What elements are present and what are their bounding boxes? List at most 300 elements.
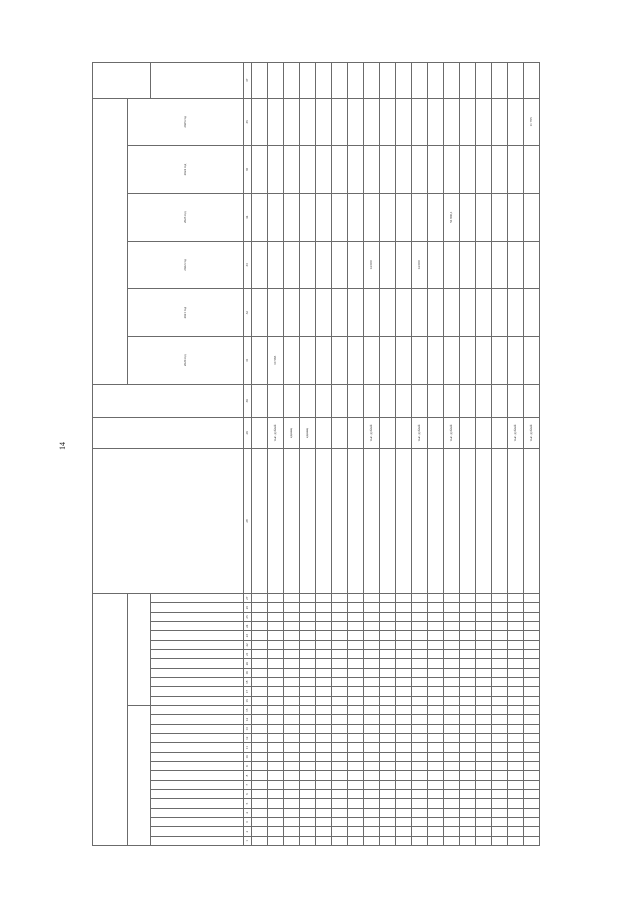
header-code-col: [151, 631, 244, 640]
code-cell: [316, 687, 332, 696]
code-cell: [412, 706, 428, 715]
code-cell: [316, 650, 332, 659]
year-value-cell: [396, 336, 412, 384]
code-cell: [524, 622, 540, 631]
year-value-cell: [252, 193, 268, 241]
code-cell: [332, 678, 348, 687]
code-cell: [316, 827, 332, 836]
code-cell: [460, 668, 476, 677]
code-cell: [380, 752, 396, 761]
header-code-col: [151, 668, 244, 677]
indicator-name-cell: [380, 448, 396, 593]
year-value-cell: [348, 146, 364, 194]
code-cell: [364, 762, 380, 771]
column-index: 30: [244, 384, 252, 417]
code-cell: [380, 780, 396, 789]
code-cell: [252, 808, 268, 817]
code-cell: [396, 808, 412, 817]
column-index: 24: [244, 622, 252, 631]
column-index: 28: [244, 448, 252, 593]
year-value-cell: [348, 98, 364, 146]
code-cell: [524, 631, 540, 640]
code-cell: [268, 696, 284, 705]
code-cell: [444, 706, 460, 715]
code-cell: [524, 743, 540, 752]
year-value-cell: [268, 193, 284, 241]
code-cell: [476, 631, 492, 640]
code-cell: [524, 696, 540, 705]
header-code-col: [151, 603, 244, 612]
code-cell: [412, 659, 428, 668]
code-cell: [460, 790, 476, 799]
code-cell: [396, 678, 412, 687]
code-cell: [316, 818, 332, 827]
code-cell: [300, 771, 316, 780]
code-cell: [300, 706, 316, 715]
year-value-cell: [524, 241, 540, 289]
code-cell: [444, 631, 460, 640]
code-cell: [364, 612, 380, 621]
code-cell: [460, 640, 476, 649]
code-cell: [268, 650, 284, 659]
code-cell: [380, 808, 396, 817]
code-cell: [316, 771, 332, 780]
code-cell: [316, 594, 332, 603]
code-cell: [364, 836, 380, 845]
code-cell: [316, 622, 332, 631]
code-cell: [284, 631, 300, 640]
year-value-cell: [364, 146, 380, 194]
code-cell: [300, 659, 316, 668]
code-cell: [524, 715, 540, 724]
year-value-cell: [284, 336, 300, 384]
header-year: 2022 год: [128, 241, 244, 289]
column-index: 15: [244, 706, 252, 715]
code-cell: [252, 724, 268, 733]
code-cell: [428, 790, 444, 799]
code-cell: [444, 678, 460, 687]
column-index: 37: [244, 63, 252, 99]
code-cell: [428, 808, 444, 817]
code-cell: [396, 827, 412, 836]
code-cell: [300, 836, 316, 845]
year-value-cell: [332, 336, 348, 384]
code-cell: [444, 687, 460, 696]
column-index: 9: [244, 762, 252, 771]
code-cell: [444, 808, 460, 817]
column-index: 31: [244, 336, 252, 384]
year-value-cell: [476, 289, 492, 337]
code-cell: [332, 743, 348, 752]
column-index: 22: [244, 640, 252, 649]
code-cell: [460, 799, 476, 808]
code-cell: [476, 827, 492, 836]
year-value-cell: [252, 241, 268, 289]
code-cell: [348, 799, 364, 808]
base-value-cell: [332, 384, 348, 417]
code-cell: [444, 640, 460, 649]
code-cell: [300, 743, 316, 752]
code-cell: [380, 706, 396, 715]
code-cell: [508, 696, 524, 705]
code-cell: [508, 668, 524, 677]
base-value-cell: [508, 384, 524, 417]
code-cell: [268, 594, 284, 603]
code-cell: [348, 687, 364, 696]
indicator-name-cell: [460, 448, 476, 593]
year-value-cell: [476, 336, 492, 384]
page-number: 14: [58, 442, 67, 450]
indicator-name-cell: [524, 448, 540, 593]
code-cell: [508, 650, 524, 659]
table-row: [252, 63, 268, 846]
code-cell: [460, 715, 476, 724]
code-cell: [508, 799, 524, 808]
table-row: [284, 63, 300, 846]
year-value-cell: [396, 98, 412, 146]
code-cell: [396, 594, 412, 603]
base-value-cell: [284, 384, 300, 417]
code-cell: [476, 818, 492, 827]
code-cell: [268, 631, 284, 640]
code-cell: [380, 696, 396, 705]
code-cell: [428, 650, 444, 659]
last-value-cell: [252, 63, 268, 99]
code-cell: [364, 724, 380, 733]
code-cell: [348, 762, 364, 771]
header-code-col: [151, 808, 244, 817]
code-cell: [364, 622, 380, 631]
code-cell: [492, 724, 508, 733]
year-value-cell: [396, 289, 412, 337]
code-cell: [492, 743, 508, 752]
code-cell: [316, 612, 332, 621]
code-cell: [348, 790, 364, 799]
column-index: 29: [244, 417, 252, 448]
code-cell: [316, 836, 332, 845]
code-cell: [396, 668, 412, 677]
code-cell: [444, 799, 460, 808]
year-value-cell: [364, 336, 380, 384]
code-cell: [284, 612, 300, 621]
code-cell: [476, 724, 492, 733]
code-cell: [252, 799, 268, 808]
code-cell: [476, 612, 492, 621]
code-cell: [348, 603, 364, 612]
code-cell: [428, 640, 444, 649]
code-cell: [444, 752, 460, 761]
code-cell: [524, 687, 540, 696]
header-code-col: [151, 799, 244, 808]
code-cell: [300, 827, 316, 836]
code-cell: [524, 734, 540, 743]
code-cell: [332, 696, 348, 705]
year-value-cell: [252, 146, 268, 194]
code-cell: [428, 827, 444, 836]
code-cell: [332, 622, 348, 631]
indicator-name-cell: [476, 448, 492, 593]
code-cell: [348, 724, 364, 733]
code-cell: [476, 743, 492, 752]
code-cell: [348, 808, 364, 817]
code-cell: [380, 790, 396, 799]
code-cell: [332, 612, 348, 621]
code-cell: [460, 678, 476, 687]
year-value-cell: [492, 241, 508, 289]
code-cell: [332, 650, 348, 659]
code-cell: [476, 668, 492, 677]
year-value-cell: [268, 146, 284, 194]
code-cell: [508, 836, 524, 845]
code-cell: [460, 780, 476, 789]
code-cell: [460, 752, 476, 761]
code-cell: [380, 827, 396, 836]
column-index: 20: [244, 659, 252, 668]
code-cell: [444, 650, 460, 659]
code-cell: [380, 762, 396, 771]
year-value-cell: [492, 98, 508, 146]
unit-cell: [332, 417, 348, 448]
code-cell: [316, 696, 332, 705]
header-codes-group: [93, 594, 128, 846]
code-cell: [396, 650, 412, 659]
code-cell: [316, 668, 332, 677]
year-value-cell: 14 000: [412, 241, 428, 289]
code-cell: [300, 818, 316, 827]
code-cell: [460, 687, 476, 696]
code-cell: [284, 724, 300, 733]
year-value-cell: [316, 336, 332, 384]
unit-cell: тыс. рублей: [524, 417, 540, 448]
code-cell: [364, 696, 380, 705]
code-cell: [396, 752, 412, 761]
unit-cell: тыс. рублей: [444, 417, 460, 448]
column-index: 14: [244, 715, 252, 724]
year-value-cell: [268, 241, 284, 289]
last-value-cell: [492, 63, 508, 99]
code-cell: [412, 696, 428, 705]
code-cell: [268, 622, 284, 631]
code-cell: [332, 827, 348, 836]
code-cell: [428, 734, 444, 743]
code-cell: [492, 827, 508, 836]
code-cell: [268, 836, 284, 845]
unit-cell: [316, 417, 332, 448]
column-index: 33: [244, 241, 252, 289]
indicator-name-cell: [412, 448, 428, 593]
code-cell: [412, 818, 428, 827]
year-value-cell: [460, 193, 476, 241]
code-cell: [300, 687, 316, 696]
code-cell: [380, 594, 396, 603]
header-code-col: [151, 836, 244, 845]
code-cell: [332, 790, 348, 799]
code-cell: [460, 631, 476, 640]
code-cell: [348, 650, 364, 659]
code-cell: [316, 752, 332, 761]
code-cell: [268, 827, 284, 836]
code-cell: [476, 771, 492, 780]
code-cell: [476, 603, 492, 612]
code-cell: [316, 724, 332, 733]
code-cell: [268, 752, 284, 761]
code-cell: [348, 771, 364, 780]
year-value-cell: [332, 241, 348, 289]
code-cell: [252, 715, 268, 724]
table-row: [316, 63, 332, 846]
year-value-cell: [444, 98, 460, 146]
code-cell: [524, 818, 540, 827]
code-cell: [316, 706, 332, 715]
header-name: [93, 448, 244, 593]
code-cell: [492, 659, 508, 668]
code-cell: [396, 724, 412, 733]
code-cell: [428, 631, 444, 640]
year-value-cell: [332, 193, 348, 241]
year-value-cell: [524, 336, 540, 384]
code-cell: [412, 762, 428, 771]
code-cell: [268, 659, 284, 668]
code-cell: [332, 724, 348, 733]
code-cell: [492, 808, 508, 817]
code-cell: [524, 836, 540, 845]
code-cell: [428, 696, 444, 705]
code-cell: [444, 668, 460, 677]
code-cell: [524, 780, 540, 789]
code-cell: [332, 762, 348, 771]
code-cell: [316, 715, 332, 724]
code-cell: [524, 603, 540, 612]
last-value-cell: [380, 63, 396, 99]
code-cell: [300, 715, 316, 724]
code-cell: [364, 752, 380, 761]
code-cell: [252, 678, 268, 687]
code-cell: [412, 687, 428, 696]
code-cell: [428, 762, 444, 771]
code-cell: [332, 668, 348, 677]
year-value-cell: [284, 241, 300, 289]
code-cell: [492, 780, 508, 789]
code-cell: [412, 668, 428, 677]
year-value-cell: [508, 193, 524, 241]
code-cell: [348, 668, 364, 677]
code-cell: [380, 640, 396, 649]
header-code-col: [151, 715, 244, 724]
year-value-cell: [460, 241, 476, 289]
code-cell: [412, 780, 428, 789]
code-cell: [380, 715, 396, 724]
code-cell: [476, 659, 492, 668]
header-code-col: [151, 678, 244, 687]
indicator-name-cell: [364, 448, 380, 593]
year-value-cell: 14 000: [364, 241, 380, 289]
code-cell: [300, 762, 316, 771]
code-cell: [300, 790, 316, 799]
code-cell: [380, 603, 396, 612]
code-cell: [364, 734, 380, 743]
code-cell: [332, 603, 348, 612]
indicator-name-cell: [428, 448, 444, 593]
year-value-cell: [508, 146, 524, 194]
code-cell: [268, 678, 284, 687]
code-cell: [524, 752, 540, 761]
column-index: 12: [244, 734, 252, 743]
code-cell: [508, 724, 524, 733]
code-cell: [508, 818, 524, 827]
code-cell: [252, 696, 268, 705]
code-cell: [524, 640, 540, 649]
code-cell: [524, 790, 540, 799]
header-code-col: [151, 622, 244, 631]
unit-cell: единиц: [300, 417, 316, 448]
indicator-name-cell: [316, 448, 332, 593]
code-cell: [364, 715, 380, 724]
code-cell: [364, 678, 380, 687]
column-index: 21: [244, 650, 252, 659]
code-cell: [492, 622, 508, 631]
code-cell: [508, 640, 524, 649]
last-value-cell: [444, 63, 460, 99]
column-index: 2: [244, 827, 252, 836]
year-value-cell: [316, 289, 332, 337]
year-value-cell: [476, 241, 492, 289]
code-cell: [508, 687, 524, 696]
code-cell: [284, 780, 300, 789]
year-value-cell: [300, 241, 316, 289]
code-cell: [348, 752, 364, 761]
year-value-cell: [508, 241, 524, 289]
code-cell: [460, 659, 476, 668]
header-code-col: [151, 687, 244, 696]
code-cell: [332, 808, 348, 817]
code-cell: [460, 706, 476, 715]
last-value-cell: [460, 63, 476, 99]
code-cell: [508, 631, 524, 640]
code-cell: [476, 594, 492, 603]
year-value-cell: [412, 98, 428, 146]
code-cell: [476, 640, 492, 649]
code-cell: [268, 799, 284, 808]
year-value-cell: [412, 146, 428, 194]
year-value-cell: [524, 146, 540, 194]
code-cell: [508, 715, 524, 724]
unit-cell: тыс. рублей: [268, 417, 284, 448]
year-value-cell: [508, 336, 524, 384]
code-cell: [268, 734, 284, 743]
code-cell: [252, 734, 268, 743]
code-cell: [252, 631, 268, 640]
year-value-cell: [428, 336, 444, 384]
code-cell: [460, 696, 476, 705]
code-cell: [300, 668, 316, 677]
code-cell: [428, 771, 444, 780]
code-cell: [444, 771, 460, 780]
column-index: 27: [244, 594, 252, 603]
year-value-cell: [316, 98, 332, 146]
code-cell: [364, 818, 380, 827]
year-value-cell: [284, 146, 300, 194]
code-cell: [524, 799, 540, 808]
code-cell: [348, 836, 364, 845]
code-cell: [460, 743, 476, 752]
base-value-cell: [300, 384, 316, 417]
year-value-cell: [364, 289, 380, 337]
code-cell: [508, 678, 524, 687]
year-value-cell: [444, 241, 460, 289]
year-value-cell: [444, 336, 460, 384]
year-value-cell: 10 583: [268, 336, 284, 384]
table-row: [460, 63, 476, 846]
